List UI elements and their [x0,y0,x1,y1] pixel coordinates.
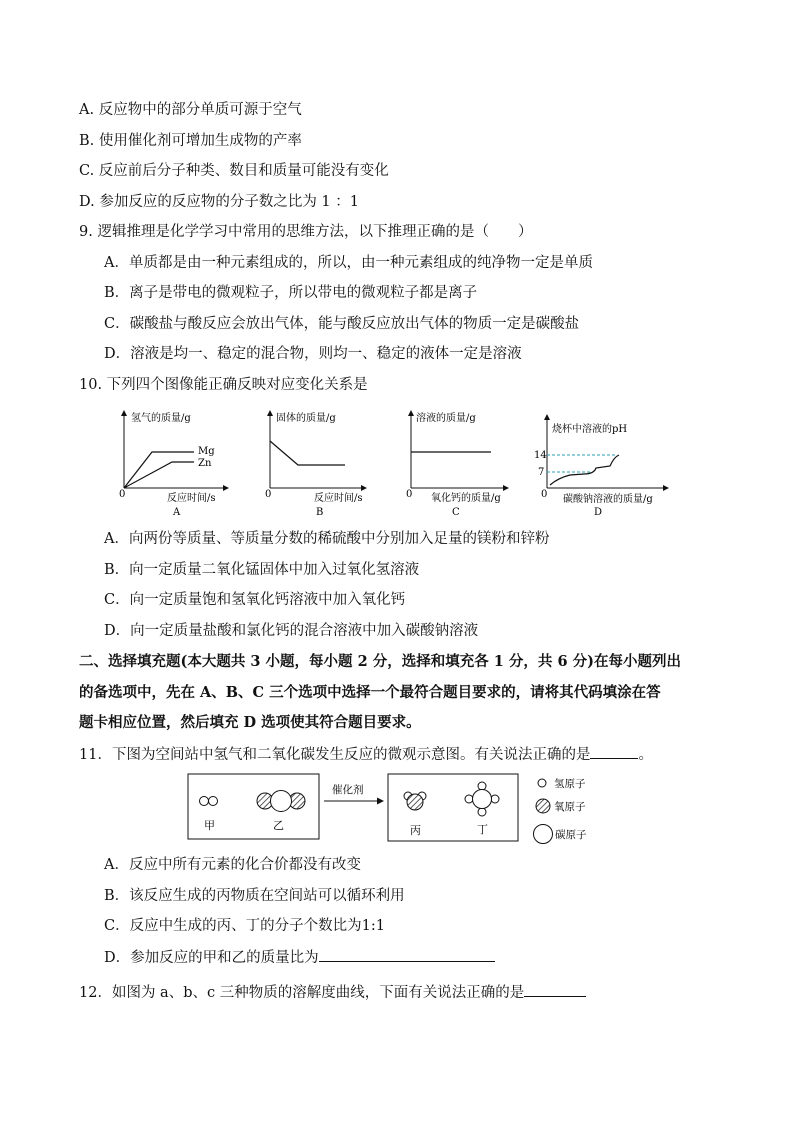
q12-answer-blank[interactable] [524,982,586,997]
molecule-ding [465,782,499,816]
q10-option-a: A．向两份等质量、等质量分数的稀硫酸中分别加入足量的镁粉和锌粉 [104,531,550,547]
graph-b [265,411,366,518]
q9-option-d: D．溶液是均一、稳定的混合物，则均一、稳定的液体一定是溶液 [104,346,522,362]
legend-oxygen: 氧原子 [554,801,586,813]
graph-d-tag: D [594,507,603,518]
q9-option-a: A．单质都是由一种元素组成的，所以，由一种元素组成的纯净物一定是单质 [104,255,593,271]
graph-a-series-zn: Zn [198,458,212,469]
label-jia: 甲 [204,819,215,832]
graph-d-ytick-7: 7 [538,467,545,478]
graph-c-ylabel: 溶液的质量/g [416,413,476,424]
q9-option-c: C．碳酸盐与酸反应会放出气体，能与酸反应放出气体的物质一定是碳酸盐 [104,316,580,332]
graph-d-origin: 0 [541,489,548,500]
q11-answer-blank[interactable] [590,744,638,759]
q11-stem-end: 。 [638,747,653,763]
q11-stem: 11．下图为空间站中氢气和二氧化碳发生反应的微观示意图。有关说法正确的是 [79,747,591,763]
graph-c-origin: 0 [406,489,413,500]
label-yi: 乙 [273,819,284,832]
graph-c [406,411,508,518]
q8-option-d: D. 参加反应的反应物的分子数之比为 1 ：1 [79,194,359,210]
q11-stem-line [79,744,653,765]
graph-d-ylabel: 烧杯中溶液的pH [552,424,628,435]
graph-b-tag: B [316,507,324,518]
label-ding: 丁 [477,823,488,836]
q10-graphs [110,405,680,523]
q12-stem-line [79,982,586,1003]
graph-c-xlabel: 氧化钙的质量/g [431,493,501,504]
legend-carbon-icon [534,825,553,844]
graph-a [119,411,228,518]
q11-option-d-line [104,947,495,968]
graph-a-series-mg: Mg [198,446,215,457]
graph-c-tag: C [452,507,460,518]
graph-a-tag: A [173,507,181,518]
q8-option-a: A. 反应物中的部分单质可源于空气 [79,102,302,118]
graph-b-ylabel: 固体的质量/g [276,413,336,424]
legend-hydrogen: 氢原子 [554,778,586,790]
section2-line3: 题卡相应位置，然后填充 D 选项使其符合题目要求。 [79,714,421,731]
graph-d-xlabel: 碳酸钠溶液的质量/g [563,494,653,505]
molecule-bing [404,792,426,810]
q10-option-b: B．向一定质量二氧化锰固体中加入过氧化氢溶液 [104,562,420,578]
graph-d-curve [550,455,619,485]
molecule-jia [200,797,218,806]
legend [534,777,587,844]
q11-d-answer-blank[interactable] [319,947,495,962]
graph-b-origin: 0 [265,489,272,500]
q9-option-b: B．离子是带电的微观粒子，所以带电的微观粒子都是离子 [104,285,478,301]
q11-option-b: B．该反应生成的丙物质在空间站可以循环利用 [104,888,405,904]
section2-line2: 的备选项中，先在 A、B、C 三个选项中选择一个最符合题目要求的，请将其代码填涂在答 [79,684,661,701]
graph-a-ylabel: 氢气的质量/g [131,413,191,424]
product-box [388,774,518,841]
molecule-yi [257,791,305,812]
legend-oxygen-icon [536,799,550,813]
q11-option-c: C．反应中生成的丙、丁的分子个数比为1:1 [104,918,385,934]
q11-option-a: A．反应中所有元素的化合价都没有改变 [104,857,361,873]
q12-stem: 12．如图为 a、b、c 三种物质的溶解度曲线，下面有关说法正确的是 [79,985,525,1001]
q8-option-c: C. 反应前后分子种类、数目和质量可能没有变化 [79,163,389,179]
q10-option-c: C．向一定质量饱和氢氧化钙溶液中加入氧化钙 [104,592,406,608]
q8-option-b: B. 使用催化剂可增加生成物的产率 [79,133,302,149]
section2-line1: 二、选择填充题(本大题共 3 小题，每小题 2 分，选择和填充各 1 分，共 6 分)在每小题列出 [79,653,681,670]
q11-diagram [186,772,606,848]
graph-d [534,415,668,518]
legend-hydrogen-icon [538,779,546,787]
graph-a-xlabel: 反应时间/s [167,493,216,504]
graph-d-ytick-14: 14 [534,450,547,461]
q10-stem: 10. 下列四个图像能正确反映对应变化关系是 [79,377,368,393]
q11-option-d: D．参加反应的甲和乙的质量比为 [104,950,319,966]
graph-b-xlabel: 反应时间/s [314,493,363,504]
arrow-label: 催化剂 [332,784,364,796]
label-bing: 丙 [410,824,421,837]
graph-a-origin: 0 [119,489,126,500]
graph-b-line [270,441,345,465]
legend-carbon: 碳原子 [555,829,587,841]
q10-option-d: D．向一定质量盐酸和氯化钙的混合溶液中加入碳酸钠溶液 [104,623,479,639]
q9-stem: 9. 逻辑推理是化学学习中常用的思维方法，以下推理正确的是（ ） [79,224,533,240]
